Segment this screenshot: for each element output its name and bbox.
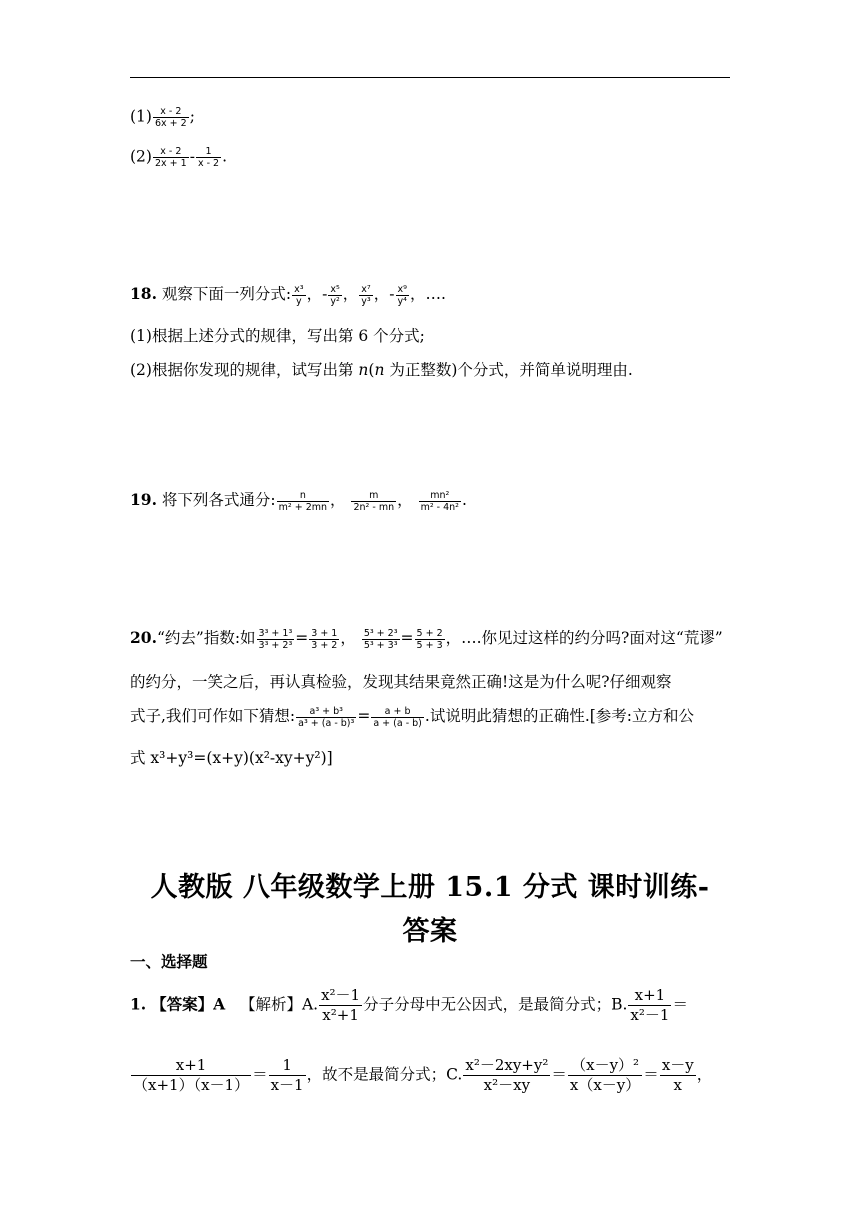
fraction: $\frac{\text{（x－y）²}}{x(x-y)}$ bbox=[569, 1056, 641, 1094]
q17-part2: (2) $\frac{x - 2}{2x + 1}$ - $\frac{1}{x - 2}$ . bbox=[130, 146, 228, 169]
q20-line2: 的约分，一笑之后，再认真检验，发现其结果竟然正确!这是为什么呢?仔细观察 bbox=[130, 673, 672, 691]
fraction: $\frac{3 + 1}{3 + 2}$ bbox=[311, 627, 338, 651]
answer1-line1: 1. 【答案】A 【解析】A. $\frac{\text{x²－1}}{\text{x²+1}}$ 分子分母中无公因式，是最简分式；B. $\frac{x+1}{\text{x²－1}}$ ＝ bbox=[130, 986, 688, 1024]
header-rule bbox=[130, 77, 730, 78]
section-heading: 一、选择题 bbox=[130, 952, 208, 971]
fraction: $\frac{\text{x²－1}}{\text{x²+1}}$ bbox=[321, 986, 361, 1024]
fraction: $\frac{\text{x³}}{y}$ bbox=[294, 283, 304, 307]
fraction: $\frac{5 + 2}{5 + 3}$ bbox=[416, 627, 443, 651]
fraction: $\frac{\text{3³ + 1³}}{\text{3³ + 2³}}$ bbox=[258, 627, 293, 651]
fraction: $\frac{x-y}{x}$ bbox=[661, 1056, 694, 1094]
q20-line3: 式子,我们可作如下猜想: $\frac{\text{a³ + b³}}{\text{a³ + (a - b)³}}$ = $\frac{a + b}{a + (a - b)}$ .试说明此猜想的正确性.[参考:立方和公 bbox=[130, 705, 695, 729]
fraction: $\frac{1}{x-1}$ bbox=[270, 1056, 304, 1094]
answer1-line2: $\frac{x+1}{(x+1)(x-1)}$ ＝ $\frac{1}{x-1}$ ，故不是最简分式；C. $\frac{\text{x²－2xy+y²}}{\text{x²－xy}}$ ＝ $\frac{\text{（x－y）²}}{x(x-y)}$ ＝ $\frac{x-y}{x}$ ， bbox=[133, 1056, 713, 1094]
fraction: $\frac{x - 2}{2x + 1}$ bbox=[154, 146, 187, 169]
fraction: $\frac{\text{mn²}}{\text{m² - 4n²}}$ bbox=[420, 489, 459, 513]
fraction: $\frac{\text{a³ + b³}}{\text{a³ + (a - b)³}}$ bbox=[298, 705, 355, 729]
q18-sub1: (1)根据上述分式的规律，写出第 6 个分式; bbox=[130, 327, 425, 345]
fraction: $\frac{x+1}{(x+1)(x-1)}$ bbox=[133, 1056, 250, 1094]
fraction: $\frac{\text{x⁹}}{\text{y⁴}}$ bbox=[397, 283, 407, 307]
fraction: $\frac{x+1}{\text{x²－1}}$ bbox=[630, 986, 670, 1024]
fraction: $\frac{x - 2}{6x + 2}$ bbox=[154, 106, 187, 129]
fraction: $\frac{1}{x - 2}$ bbox=[197, 146, 220, 169]
fraction: $\frac{\text{x²－2xy+y²}}{\text{x²－xy}}$ bbox=[465, 1056, 549, 1094]
q17-part1: (1) $\frac{x - 2}{6x + 2}$ ; bbox=[130, 106, 195, 129]
fraction: $\frac{n}{\text{m² + 2mn}}$ bbox=[278, 489, 328, 513]
q20-line1: 20.“约去”指数:如 $\frac{\text{3³ + 1³}}{\text{3³ + 2³}}$ = $\frac{3 + 1}{3 + 2}$ ， $\frac{\text{5³ + 2³}}{\text{5³ + 3³}}$ = $\frac{5 + 2}{5 + 3}$ ，….你见过这样的约分吗?面对这“荒谬” bbox=[130, 627, 723, 651]
fraction: $\frac{a + b}{a + (a - b)}$ bbox=[373, 705, 422, 729]
q19-stem: 19. 将下列各式通分: $\frac{n}{\text{m² + 2mn}}$ ， $\frac{m}{\text{2n² - mn}}$ ， $\frac{\text{mn²}}{\text{m² - 4n²}}$ . bbox=[130, 489, 467, 513]
q18-sub2: (2)根据你发现的规律，试写出第 n(n 为正整数)个分式，并简单说明理由. bbox=[130, 361, 633, 379]
fraction: $\frac{\text{5³ + 2³}}{\text{5³ + 3³}}$ bbox=[363, 627, 398, 651]
fraction: $\frac{\text{x⁷}}{\text{y³}}$ bbox=[361, 283, 371, 307]
fraction: $\frac{m}{\text{2n² - mn}}$ bbox=[353, 489, 395, 513]
fraction: $\frac{\text{x⁵}}{\text{y²}}$ bbox=[330, 283, 340, 307]
q18-stem: 18. 观察下面一列分式: $\frac{\text{x³}}{y}$ ，- $\frac{\text{x⁵}}{\text{y²}}$ ， $\frac{\text{x⁷}}{\text{y³}}$ ，- $\frac{\text{x⁹}}{\text{y⁴}}$ ，…. bbox=[130, 283, 446, 307]
q20-line4: 式 x³+y³=(x+y)(x²-xy+y²)] bbox=[130, 749, 333, 767]
answer-title: 人教版 八年级数学上册 15.1 分式 课时训练- 答案 bbox=[150, 872, 710, 947]
